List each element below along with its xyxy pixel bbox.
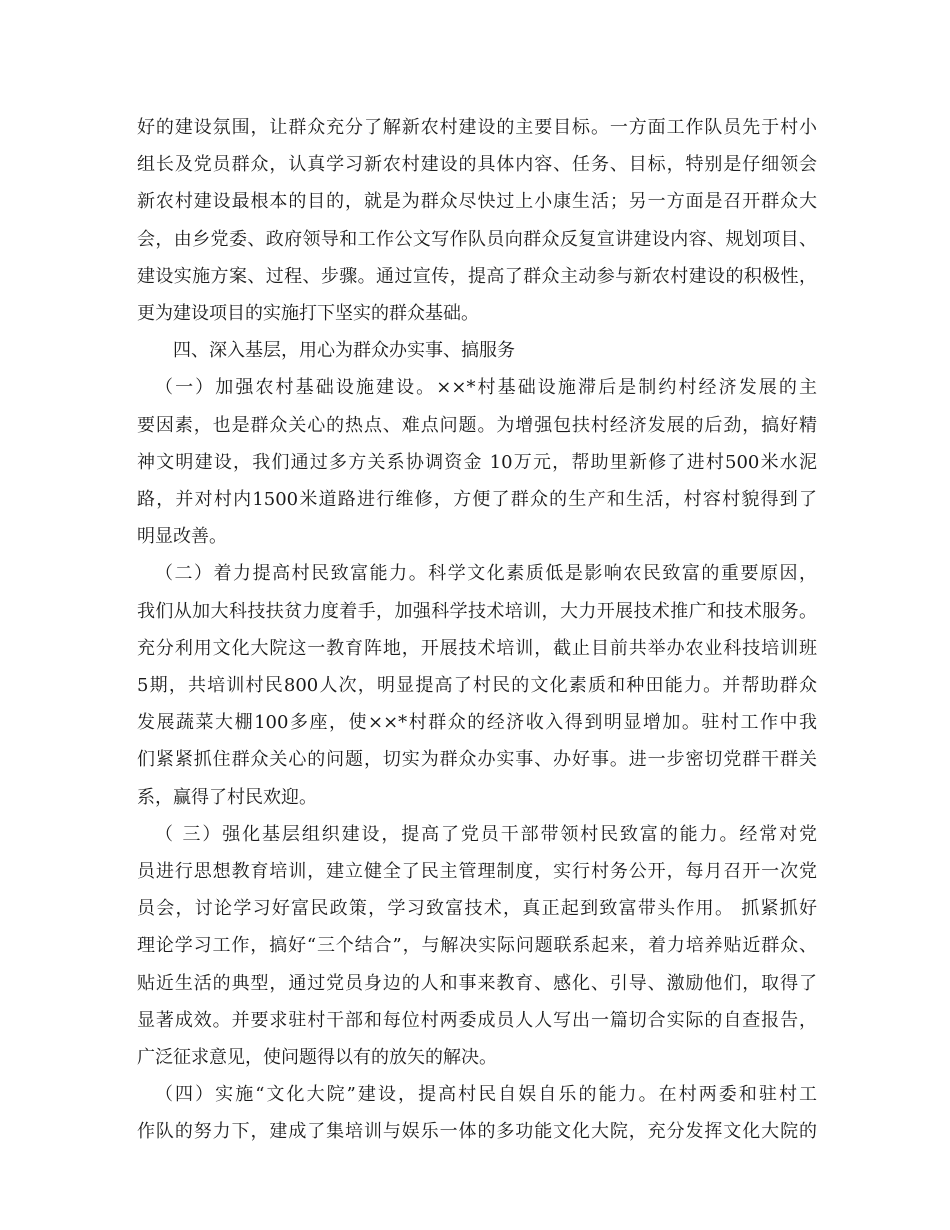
text-line: 神文明建设，我们通过多方关系协调资金 10万元，帮助里新修了进村500米水泥 — [137, 451, 817, 473]
text-line: 充分利用文化大院这一教育阵地，开展技术培训，截止目前共举办农业科技培训班 — [137, 637, 817, 659]
text-line: （四）实施“文化大院”建设，提高村民自娱自乐的能力。在村两委和驻村工 — [155, 1084, 817, 1106]
text-line: 理论学习工作，搞好“三个结合”，与解决实际问题联系起来，着力培养贴近群众、 — [137, 935, 817, 957]
text-line: 明显改善。 — [137, 526, 227, 548]
text-line: 我们从加大科技扶贫力度着手，加强科学技术培训，大力开展技术推广和技术服务。 — [137, 600, 817, 622]
text-line: 新农村建设最根本的目的，就是为群众尽快过上小康生活；另一方面是召开群众大 — [137, 191, 817, 213]
text-line: 显著成效。并要求驻村干部和每位村两委成员人人写出一篇切合实际的自查报告， — [137, 1009, 817, 1031]
text-line: 更为建设项目的实施打下坚实的群众基础。 — [137, 303, 479, 324]
text-line: 们紧紧抓住群众关心的问题，切实为群众办实事、办好事。进一步密切党群干群关 — [137, 749, 817, 771]
text-line: 组长及党员群众，认真学习新农村建设的具体内容、任务、目标，特别是仔细领会 — [137, 154, 817, 176]
text-line: 员会，讨论学习好富民政策，学习致富技术，真正起到致富带头作用。 抓紧抓好 — [137, 898, 817, 920]
text-line: （一）加强农村基础设施建设。××*村基础设施滞后是制约村经济发展的主 — [155, 377, 817, 399]
text-line: 贴近生活的典型，通过党员身边的人和事来教育、感化、引导、激励他们，取得了 — [137, 972, 817, 994]
text-line: （ 三）强化基层组织建设，提高了党员干部带领村民致富的能力。经常对党 — [155, 823, 817, 845]
text-line: 作队的努力下，建成了集培训与娱乐一体的多功能文化大院，充分发挥文化大院的 — [137, 1121, 817, 1143]
text-line: 发展蔬菜大棚100多座，使××*村群众的经济收入得到明显增加。驻村工作中我 — [137, 712, 817, 734]
text-line: （二）着力提高村民致富能力。科学文化素质低是影响农民致富的重要原因， — [155, 563, 817, 585]
text-line: 5期，共培训村民800人次，明显提高了村民的文化素质和种田能力。并帮助群众 — [137, 675, 817, 696]
text-line: 建设实施方案、过程、步骤。通过宣传，提高了群众主动参与新农村建设的积极性， — [137, 265, 817, 287]
text-line: 员进行思想教育培训，建立健全了民主管理制度，实行村务公开，每月召开一次党 — [137, 861, 817, 882]
text-line: 系，赢得了村民欢迎。 — [137, 786, 317, 808]
text-line: 会，由乡党委、政府领导和工作公文写作队员向群众反复宣讲建设内容、规划项目、 — [137, 228, 817, 250]
text-line: 好的建设氛围，让群众充分了解新农村建设的主要目标。一方面工作队员先于村小 — [137, 117, 817, 138]
text-line: 广泛征求意见，使问题得以有的放矢的解决。 — [137, 1047, 497, 1068]
text-line: 要因素，也是群众关心的热点、难点问题。为增强包扶村经济发展的后劲，搞好精 — [137, 414, 817, 436]
text-line: 四、深入基层，用心为群众办实事、搞服务 — [173, 340, 515, 362]
text-line: 路，并对村内1500米道路进行维修，方便了群众的生产和生活，村容村貌得到了 — [137, 489, 817, 510]
